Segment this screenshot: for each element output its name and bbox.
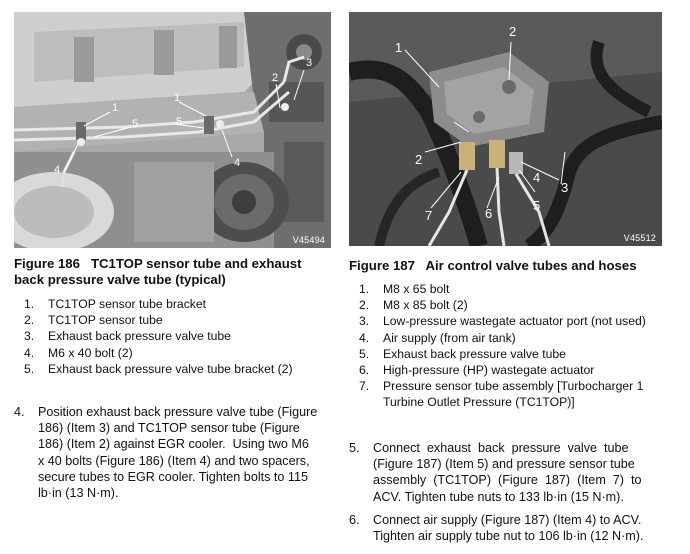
figure-187-callout: 2 [415,152,423,167]
legend-number: 3. [24,329,35,344]
legend-text: M8 x 65 bolt [383,282,450,296]
step-line: secure tubes to EGR cooler. Tighten bolts to 115 [38,469,308,484]
figure-186-engine-illustration [14,12,331,248]
step-text [373,512,679,544]
legend-number: 4. [24,345,35,360]
legend-item [349,330,679,346]
legend-text: M6 x 40 bolt (2) [48,345,133,360]
figure-186-photo [14,12,331,248]
figure-186-callout: 2 [272,72,279,84]
step-line: Position exhaust back pressure valve tube (Figure [38,405,318,419]
step-number: 5. [349,441,360,455]
figure-187-legend [349,281,679,411]
legend-text: Pressure sensor tube assembly [Turbocharger 1 [383,379,644,394]
legend-text: Air supply (from air tank) [383,330,516,345]
figure-186-legend [14,296,334,377]
legend-item [349,378,679,410]
figure-187-callout: 6 [485,206,493,221]
figure-186-callout: 1 [112,102,119,114]
step-line: lb·in (13 N·m). [38,486,119,501]
legend-text: TC1TOP sensor tube [48,313,163,328]
step-line: x 40 bolts (Figure 186) (Item 4) and two spacers, [38,453,310,468]
legend-item [349,346,679,362]
figure-186-callout: 1 [174,92,181,104]
legend-item [349,362,679,378]
legend-number: 6. [359,363,370,378]
figure-187-photo [349,12,662,246]
legend-text: Exhaust back pressure valve tube [383,346,566,361]
step-line: assembly (TC1TOP) (Figure 187) (Item 7) to [373,473,642,488]
figure-187-code: V45512 [623,233,656,243]
figure-187-callout: 7 [425,208,433,223]
figure-186-callout: 4 [234,157,241,169]
legend-number: 5. [359,346,370,361]
figure-187-callout: 4 [533,170,541,185]
legend-item [14,296,334,312]
legend-text: High-pressure (HP) wastegate actuator [383,363,595,378]
legend-number: 7. [359,379,370,394]
procedure-step-6 [349,512,679,544]
legend-item [14,361,334,377]
legend-text: Exhaust back pressure valve tube bracket (2) [48,361,293,376]
step-line: Tighten air supply tube nut to 106 lb·in (12 N·m). [373,529,644,544]
legend-text: Exhaust back pressure valve tube [48,329,231,344]
legend-item [14,345,334,361]
step-line: Connect air supply (Figure 187) (Item 4) to ACV. [373,513,642,527]
step-number: 6. [349,513,360,527]
figure-186-title [14,256,334,288]
figure-187-callout: 3 [561,180,569,195]
legend-text: Low-pressure wastegate actuator port (not used) [383,314,646,329]
step-text [38,404,334,501]
figure-187-callout: 2 [509,24,517,39]
figure-186-callout: 5 [176,116,183,128]
figure-186-callout: 3 [306,57,313,69]
legend-item [349,297,679,313]
figure-187-callout: 5 [533,198,541,213]
legend-number: 2. [24,313,35,328]
step-line: 186) (Item 3) and TC1TOP sensor tube (Figure [38,421,300,436]
step-line: ACV. Tighten tube nuts to 133 lb·in (15 N·m). [373,489,624,504]
legend-number: 1. [24,297,35,311]
legend-item [349,281,679,297]
figure-186-callout: 5 [132,118,139,130]
legend-number: 5. [24,361,35,376]
figure-186-title-line1: Figure 186 TC1TOP sensor tube and exhaust [14,256,302,271]
figure-187-callout: 1 [395,40,403,55]
figure-186-code: V45494 [292,235,325,245]
step-line: (Figure 187) (Item 5) and pressure sensor tube [373,457,635,472]
legend-number: 1. [359,282,370,296]
legend-item [14,328,334,344]
step-line: Connect exhaust back pressure valve tube [373,441,629,455]
figure-186-callout: 4 [54,164,61,176]
procedure-step-4 [14,404,334,501]
legend-number: 3. [359,314,370,329]
legend-number: 2. [359,298,370,313]
legend-item [349,313,679,329]
step-text [373,440,679,505]
step-number: 4. [14,405,25,419]
legend-text: Turbine Outlet Pressure (TC1TOP)] [383,395,575,410]
legend-text: M8 x 85 bolt (2) [383,298,468,313]
figure-186-title-line2: back pressure valve tube (typical) [14,272,226,287]
legend-item [14,312,334,328]
legend-number: 4. [359,330,370,345]
legend-text: TC1TOP sensor tube bracket [48,297,207,311]
figure-187-title: Figure 187 Air control valve tubes and hoses [349,258,637,273]
procedure-step-5 [349,440,679,505]
step-line: 186) (Item 2) against EGR cooler. Using two M6 [38,437,309,452]
